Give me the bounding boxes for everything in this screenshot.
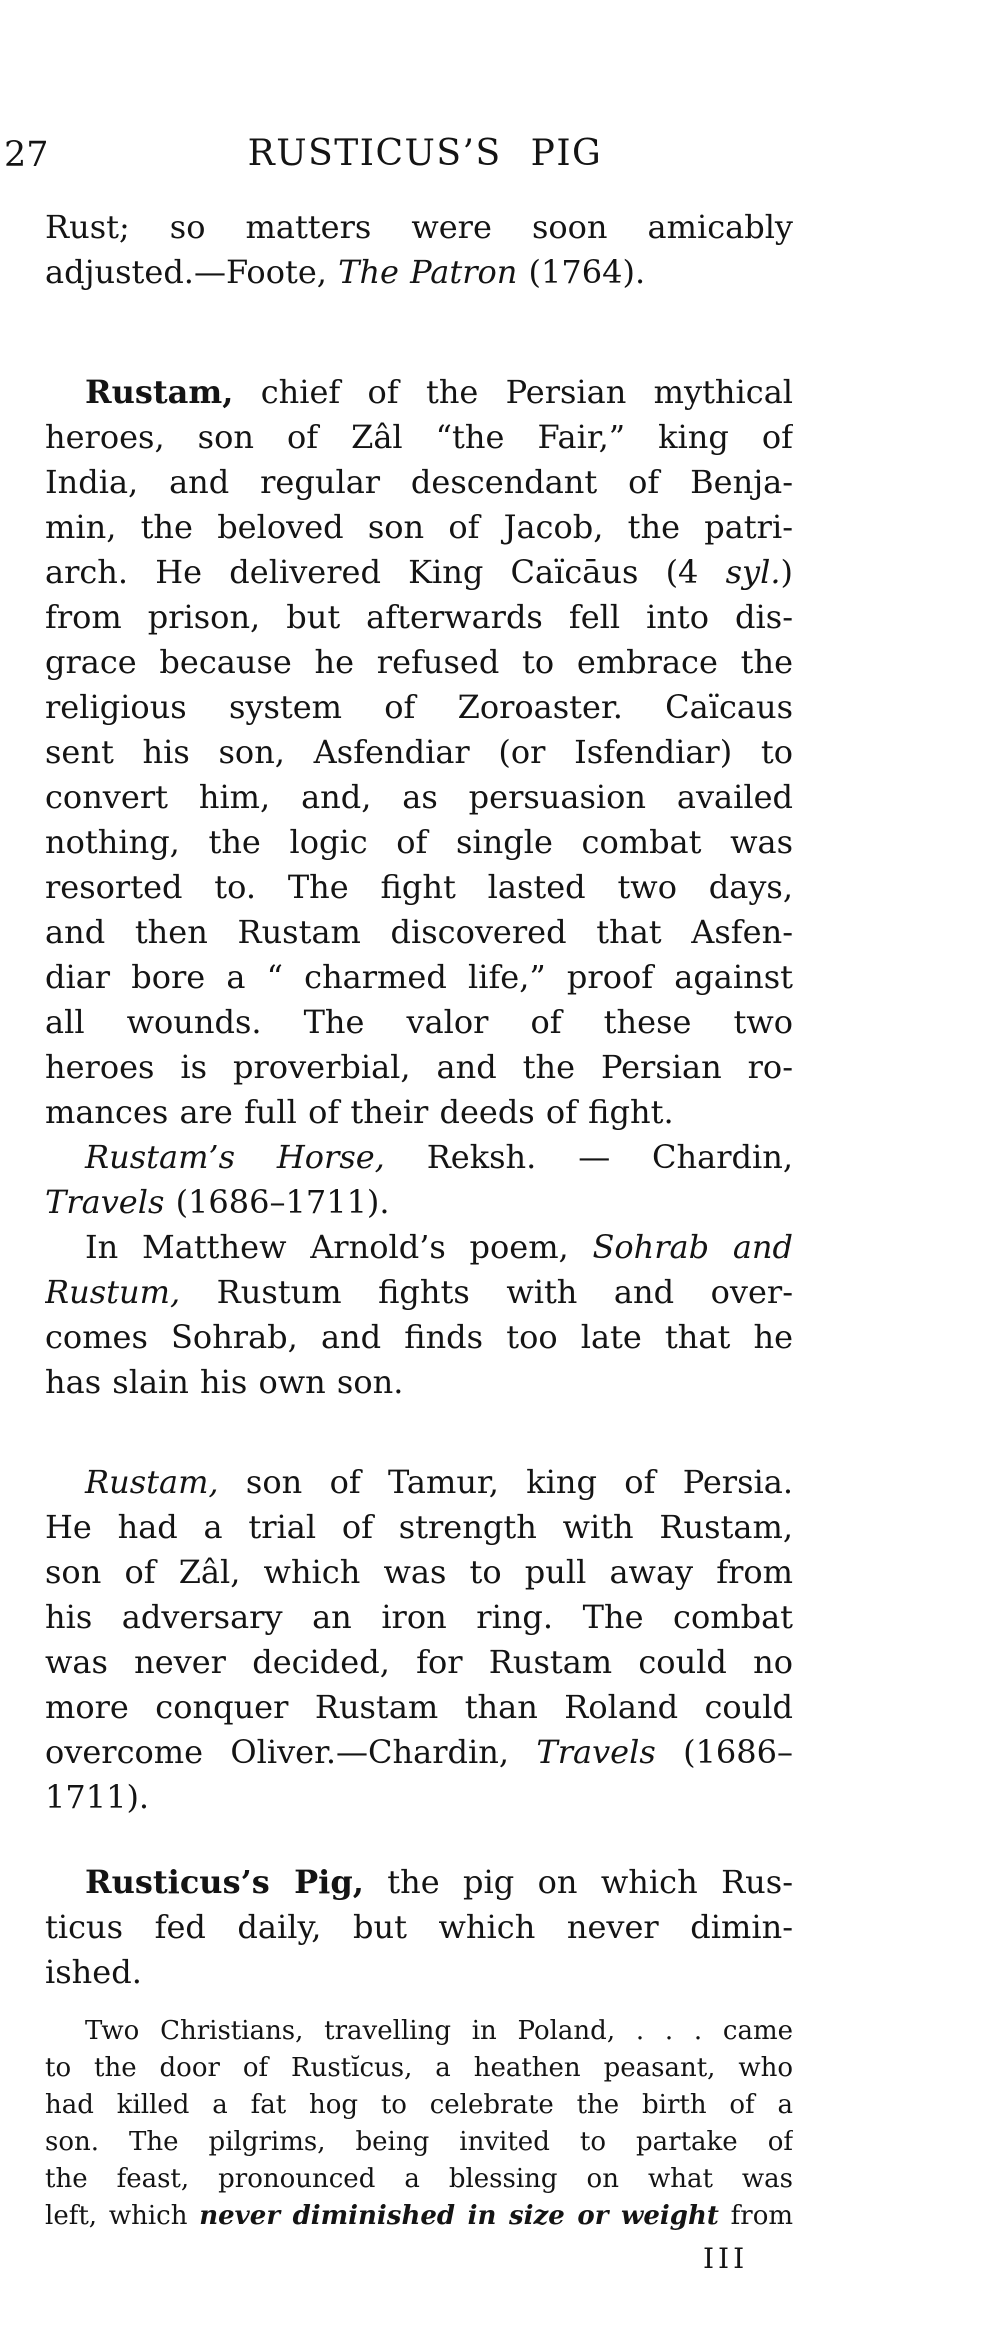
text-line (45, 1315, 793, 1360)
text-segment: Travels (536, 1733, 656, 1771)
text-segment: arch. He delivered King Caïcāus (4 (45, 553, 726, 591)
paragraph-two-christians-small-print (45, 2013, 793, 2235)
text-line (45, 2198, 793, 2235)
text-line (45, 1000, 793, 1045)
text-line (45, 250, 793, 295)
text-segment: Rust; so matters were soon amicably (45, 208, 793, 246)
text-segment: Two Christians, travelling in Poland, . . . came (85, 2016, 793, 2046)
text-segment: The Patron (338, 253, 518, 291)
paragraph-rustam-son-of-tamur (45, 1460, 793, 1820)
text-segment: left, which (45, 2201, 200, 2231)
text-segment: adjusted.—Foote, (45, 253, 339, 291)
text-segment: his adversary an iron ring. The combat (45, 1598, 793, 1636)
page-content (45, 205, 793, 2235)
text-segment: Rusticus’s Pig, (85, 1863, 364, 1901)
text-segment: son. The pilgrims, being invited to partake of (45, 2127, 793, 2157)
text-segment: ticus fed daily, but which never dimin- (45, 1908, 793, 1946)
text-segment: diar bore a “ charmed life,” proof against (45, 958, 793, 996)
text-line (45, 955, 793, 1000)
text-line (45, 595, 793, 640)
text-line (45, 415, 793, 460)
text-segment: Rustam’s Horse, (85, 1138, 385, 1176)
text-segment: comes Sohrab, and finds too late that he (45, 1318, 793, 1356)
text-line (45, 775, 793, 820)
text-line (45, 820, 793, 865)
text-segment: has slain his own son. (45, 1363, 404, 1401)
text-segment: resorted to. The fight lasted two days, (45, 868, 793, 906)
text-line (45, 1685, 793, 1730)
text-segment: heroes is proverbial, and the Persian ro- (45, 1048, 793, 1086)
text-segment: India, and regular descendant of Benja- (45, 463, 793, 501)
text-line (45, 1360, 793, 1405)
text-line (45, 910, 793, 955)
text-segment: Travels (45, 1183, 165, 1221)
text-segment: overcome Oliver.—Chardin, (45, 1733, 537, 1771)
text-line (45, 460, 793, 505)
text-segment: ished. (45, 1953, 142, 1991)
text-segment: Reksh. — Chardin, (384, 1138, 793, 1176)
text-line (45, 505, 793, 550)
text-segment: never diminished in size or weight (199, 2201, 719, 2231)
text-segment: had killed a fat hog to celebrate the birth of a (45, 2090, 793, 2120)
running-title: RUSTICUS’S PIG (247, 133, 603, 174)
text-segment: religious system of Zoroaster. Caïcaus (45, 688, 793, 726)
text-line (45, 1730, 793, 1775)
text-line (45, 1270, 793, 1315)
text-line (45, 370, 793, 415)
text-line (45, 730, 793, 775)
text-line (45, 550, 793, 595)
text-segment: more conquer Rustam than Roland could (45, 1688, 793, 1726)
text-line (45, 640, 793, 685)
text-segment: (1764). (517, 253, 646, 291)
paragraph-matthew-arnold-note (45, 1225, 793, 1405)
paragraph-rusticuss-pig-entry (45, 1860, 793, 1995)
text-segment: Sohrab and (592, 1228, 793, 1266)
text-segment: nothing, the logic of single combat was (45, 823, 793, 861)
text-segment: the feast, pronounced a blessing on what was (45, 2164, 793, 2194)
text-line (45, 2087, 793, 2124)
text-line (45, 1550, 793, 1595)
text-segment: the pig on which Rus- (363, 1863, 793, 1901)
text-segment: Rustam, (85, 1463, 219, 1501)
text-line (45, 685, 793, 730)
text-line (45, 1860, 793, 1905)
text-segment: Rustam, (85, 373, 234, 411)
text-segment: all wounds. The valor of these two (45, 1003, 793, 1041)
text-line (45, 1460, 793, 1505)
text-segment: and then Rustam discovered that Asfen- (45, 913, 793, 951)
text-segment: (1686– (655, 1733, 793, 1771)
text-segment: syl. (725, 553, 781, 591)
text-segment: from prison, but afterwards fell into dis- (45, 598, 793, 636)
text-segment: In Matthew Arnold’s poem, (85, 1228, 593, 1266)
text-segment: from (718, 2201, 793, 2231)
text-segment: Rustum fights with and over- (180, 1273, 793, 1311)
text-segment: (1686–1711). (164, 1183, 390, 1221)
paragraph-rustams-horse-citation (45, 1135, 793, 1225)
text-segment: mances are full of their deeds of fight. (45, 1093, 674, 1131)
text-line (45, 865, 793, 910)
text-segment: grace because he refused to embrace the (45, 643, 793, 681)
text-line (45, 1640, 793, 1685)
text-line (45, 1135, 793, 1180)
text-segment: He had a trial of strength with Rustam, (45, 1508, 793, 1546)
text-segment: son of Zâl, which was to pull away from (45, 1553, 793, 1591)
text-line (45, 1595, 793, 1640)
text-segment: to the door of Rustĭcus, a heathen peasant, who (45, 2053, 793, 2083)
text-line (45, 2124, 793, 2161)
text-segment: son of Tamur, king of Persia. (218, 1463, 793, 1501)
text-line (45, 1045, 793, 1090)
text-line (45, 2050, 793, 2087)
text-line (45, 2013, 793, 2050)
text-line (45, 1775, 793, 1820)
text-line (45, 1090, 793, 1135)
text-segment: min, the beloved son of Jacob, the patri- (45, 508, 793, 546)
paragraph-rust-continuation (45, 205, 793, 295)
text-line (45, 1505, 793, 1550)
text-line (45, 1950, 793, 1995)
text-segment: Rustum, (45, 1273, 181, 1311)
text-segment: chief of the Persian mythical (233, 373, 793, 411)
text-line (45, 1180, 793, 1225)
text-segment: sent his son, Asfendiar (or Isfendiar) to (45, 733, 793, 771)
text-segment: 1711). (45, 1778, 150, 1816)
text-line (45, 205, 793, 250)
text-line (45, 2161, 793, 2198)
text-line (45, 1905, 793, 1950)
page-number: 27 (4, 135, 49, 175)
signature-mark: III (703, 2242, 749, 2275)
text-segment: heroes, son of Zâl “the Fair,” king of (45, 418, 793, 456)
text-segment: convert him, and, as persuasion availed (45, 778, 793, 816)
text-line (45, 1225, 793, 1270)
text-segment: ) (780, 553, 793, 591)
paragraph-rustam-chief (45, 370, 793, 1135)
text-segment: was never decided, for Rustam could no (45, 1643, 793, 1681)
